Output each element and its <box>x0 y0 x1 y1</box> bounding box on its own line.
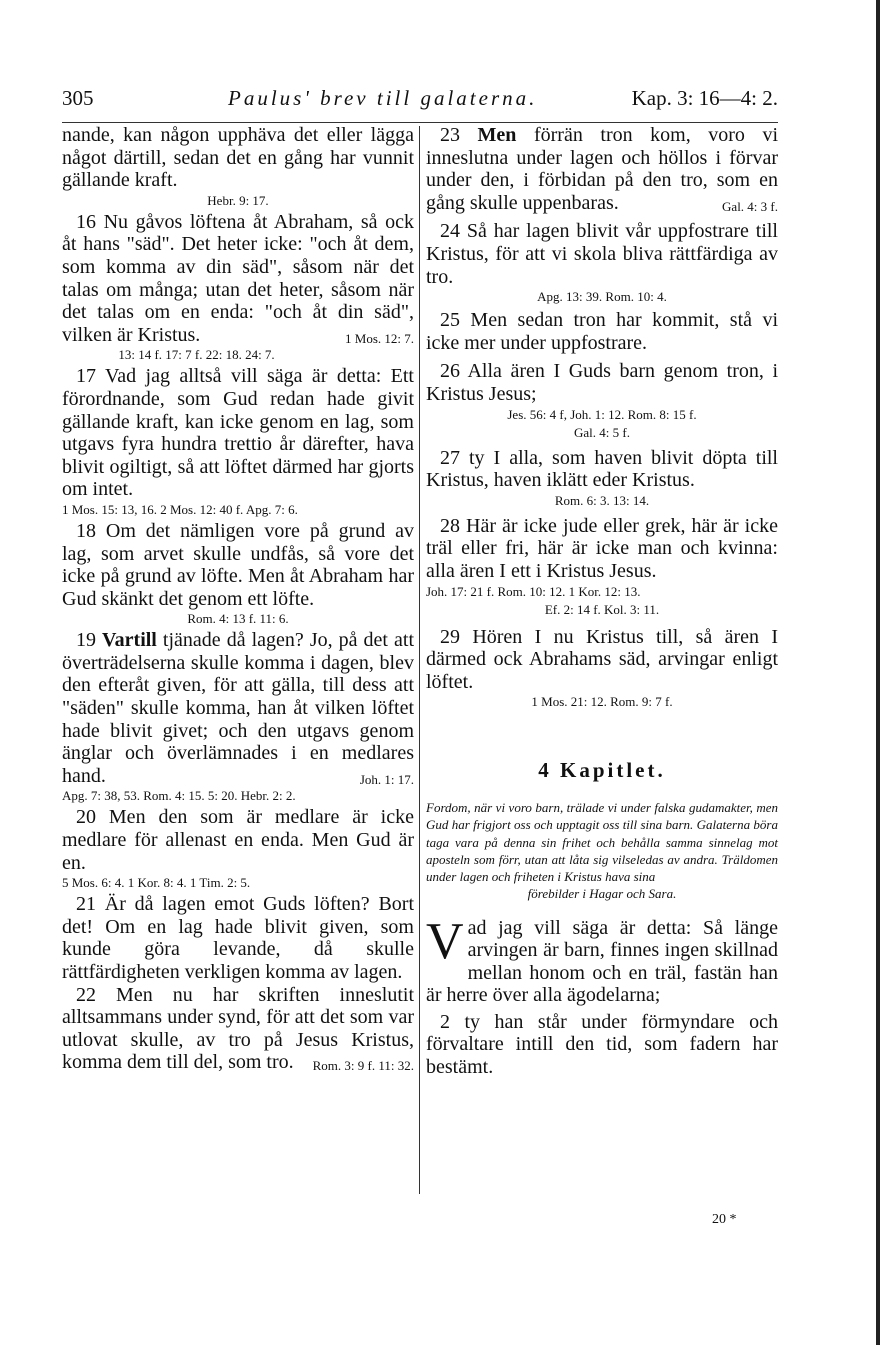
verse-16 <box>62 211 414 347</box>
running-title: Paulus' brev till galaterna. <box>228 86 538 110</box>
verse-text: 22 Men nu har skriften inneslutit alltsammans under synd, för att det som var utlovat skulle, av tro på Jesus Kristus, komma dem till del, som tro. <box>62 983 414 1074</box>
drop-cap: V <box>426 912 464 970</box>
chapter-4-verse-1 <box>426 912 778 1007</box>
cross-reference: Apg. 13: 39. Rom. 10: 4. <box>537 289 667 305</box>
verse-26: 26 Alla ären I Guds barn genom tron, i Kristus Jesus; <box>426 360 778 405</box>
verse-15-end: nande, kan någon upphäva det eller lägga något därtill, sedan det en gång har vunnit gällande kraft. <box>62 124 414 192</box>
cross-reference: Rom. 4: 13 f. 11: 6. <box>187 611 289 627</box>
verse-text: tjänade då lagen? Jo, på det att överträdelserna skulle komma i dagen, blev den efteråt given, för att gälla, till dess att "säden" skulle komma, han åt vilken löftet hade blivit givet; och den utgavs genom änglar och överlämnades i en medlares hand. <box>62 629 415 787</box>
right-column <box>426 124 778 1079</box>
chapter-summary <box>426 799 778 902</box>
verse-lead-word: Vartill <box>102 629 157 652</box>
verse-text: förrän tron kom, voro vi inneslutna under lagen och höllos i förvar under den, i förbidan på den tro, som en gång skulle uppenbaras. <box>426 124 778 214</box>
verse-28: 28 Här är icke jude eller grek, här är icke träl eller fri, här är icke man och kvinna: alla ären I ett i Kristus Jesus. <box>426 514 778 582</box>
page-number: 305 <box>62 86 94 110</box>
verse-number: 19 <box>76 629 96 652</box>
chapter-4-verse-2: 2 ty han står under förmyndare och förvaltare intill den tid, som fadern har bestämt. <box>426 1010 778 1079</box>
verse-22 <box>62 984 414 1074</box>
verse-21: 21 Är då lagen emot Guds löften? Bort det! Om en lag hade blivit given, som kunde göra levande, då skulle rättfärdigheten verkligen komma av lagen. <box>62 893 414 983</box>
verse-18: 18 Om det nämligen vore på grund av lag, som arvet skulle undfås, så vore det icke på grund av löfte. Men åt Abraham har Gud skänkt det genom ett löfte. <box>62 519 414 610</box>
cross-reference: 5 Mos. 6: 4. 1 Kor. 8: 4. 1 Tim. 2: 5. <box>62 875 251 891</box>
header-rule <box>62 122 778 123</box>
verse-25: 25 Men sedan tron har kommit, stå vi icke mer under uppfostrare. <box>426 309 778 354</box>
running-header <box>62 86 778 116</box>
verse-lead-word: Men <box>477 124 517 146</box>
left-column <box>62 124 414 1078</box>
inline-reference: Rom. 3: 9 f. 11: 32. <box>312 1058 414 1074</box>
cross-reference: Ef. 2: 14 f. Kol. 3: 11. <box>544 601 660 617</box>
cross-reference: Jes. 56: 4 f, Joh. 1: 12. Rom. 8: 15 f. <box>507 406 697 422</box>
verse-19 <box>62 629 414 787</box>
cross-reference: 1 Mos. 15: 13, 16. 2 Mos. 12: 40 f. Apg. 7: 6. <box>62 501 298 517</box>
cross-reference: Apg. 7: 38, 53. Rom. 4: 15. 5: 20. Hebr. 2: 2. <box>62 788 296 804</box>
verse-number: 23 <box>440 124 460 146</box>
cross-reference: Gal. 4: 5 f. <box>574 424 630 440</box>
verse-24: 24 Så har lagen blivit vår uppfostrare till Kristus, för att vi skola bliva rättfärdiga av tro. <box>426 220 778 288</box>
verse-27: 27 ty I alla, som haven blivit döpta till Kristus, haven iklätt eder Kristus. <box>426 446 778 492</box>
verse-20: 20 Men den som är medlare är icke medlare för allenast en enda. Men Gud är en. <box>62 806 414 874</box>
chapter-title: 4 Kapitlet. <box>538 758 666 783</box>
cross-reference: Joh. 17: 21 f. Rom. 10: 12. 1 Kor. 12: 13. <box>426 583 641 599</box>
cross-reference: Hebr. 9: 17. <box>207 192 269 208</box>
chapter-reference: Kap. 3: 16—4: 2. <box>631 86 778 110</box>
verse-text: 16 Nu gåvos löftena åt Abraham, så ock åt hans "säd". Det heter icke: "och åt dem, som komma av din säd", såsom när det talas om många; utan det heter, såsom när det talas om en enda: "och åt din säd", vilken är Kristus. <box>62 210 414 346</box>
cross-reference: Rom. 6: 3. 13: 14. <box>554 492 650 508</box>
inline-reference: 1 Mos. 12: 7. <box>345 330 414 346</box>
inline-reference: Gal. 4: 3 f. <box>722 198 778 214</box>
verse-29: 29 Hören I nu Kristus till, så ären I därmed ock Abrahams säd, arvingar enligt löftet. <box>426 625 778 693</box>
summary-end: förebilder i Hagar och Sara. <box>527 886 677 902</box>
cross-reference: 1 Mos. 21: 12. Rom. 9: 7 f. <box>531 694 673 710</box>
column-divider <box>419 126 420 1194</box>
signature-mark: 20 * <box>712 1212 737 1227</box>
inline-reference: Joh. 1: 17. <box>359 771 414 787</box>
summary-text: Fordom, när vi voro barn, trälade vi under falska gudamakter, men Gud har frigjort oss och upptagit oss till sina barn. Galaterna böra taga vara på denna sin frihet och behålla samma sinnelag mot aposteln som förr, utan att låta sig vilseledas av andra. Träldomen under lagen och friheten i Kristus hava sina <box>426 800 778 885</box>
page-edge <box>876 0 880 1345</box>
verse-23 <box>426 124 778 214</box>
verse-17: 17 Vad jag alltså vill säga är detta: Ett förordnande, som Gud redan hade givit gällande kraft, kan icke genom en lag, som utgavs fyra hundra trettio år därefter, hava blivit ogiltigt, så att löftet därmed har gjorts om intet. <box>62 365 414 501</box>
verse-text: ad jag vill säga är detta: Så länge arvingen är barn, finnes ingen skillnad mellan honom och en träl, fastän han är herre över alla ägodelarna; <box>426 916 778 1007</box>
cross-reference: 13: 14 f. 17: 7 f. 22: 18. 24: 7. <box>118 347 275 363</box>
